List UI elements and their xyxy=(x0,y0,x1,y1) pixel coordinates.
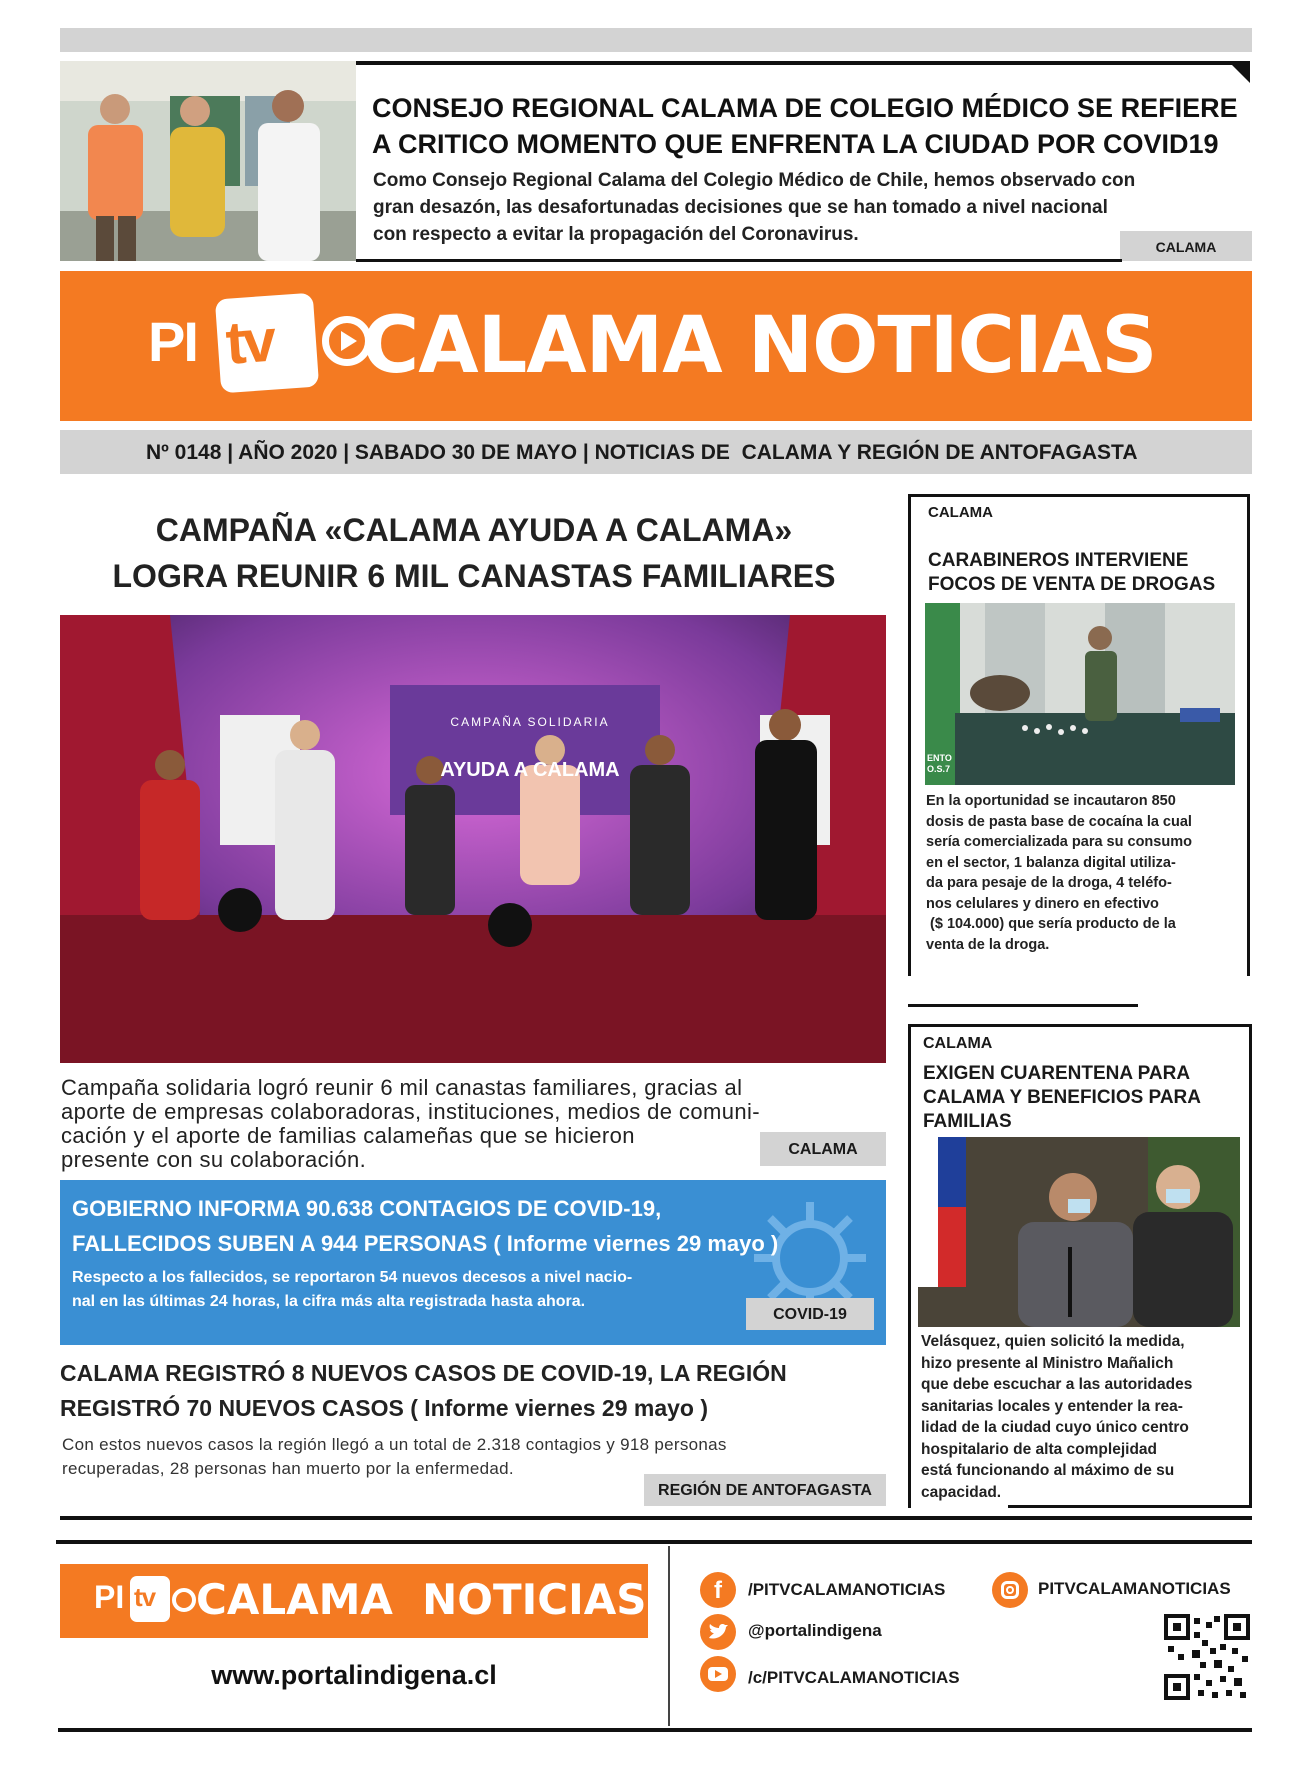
footer-title: CALAMA NOTICIAS xyxy=(196,1575,647,1624)
side-story-1-headline xyxy=(928,549,1248,597)
footer-rule-top-1 xyxy=(60,1516,1252,1520)
covid-body-line1: Respecto a los fallecidos, se reportaron 54 nuevos decesos a nivel nacio- xyxy=(72,1269,633,1286)
issue-line: Nº 0148 | AÑO 2020 | SABADO 30 DE MAYO | NOTICIAS DE CALAMA Y REGIÓN DE ANTOFAGASTA xyxy=(146,441,1138,464)
instagram-handle[interactable]: PITVCALAMANOTICIAS xyxy=(1038,1579,1231,1598)
side-story-2-body-line6: hospitalario de alta complejidad xyxy=(921,1440,1157,1458)
covid-headline-line2: FALLECIDOS SUBEN A 944 PERSONAS ( Informe viernes 29 mayo ) xyxy=(72,1231,779,1256)
side-story-2-headline-line3: FAMILIAS xyxy=(923,1111,1012,1132)
side-story-1-body-line5: da para pesaje de la droga, 4 teléfo- xyxy=(926,875,1172,891)
footer-logo-pi: PI xyxy=(94,1579,125,1615)
top-story-body-line1: Como Consejo Regional Calama del Colegio Médico de Chile, hemos observado con xyxy=(373,170,1136,191)
side-story-2[interactable] xyxy=(908,1024,1252,1508)
side-story-1[interactable] xyxy=(908,494,1250,976)
masthead-logo-tv-badge xyxy=(215,293,319,394)
youtube-handle[interactable]: /c/PITVCALAMANOTICIAS xyxy=(748,1668,960,1687)
masthead-banner xyxy=(60,271,1252,421)
side-story-2-body-line5: lidad de la ciudad cuyo único centro xyxy=(921,1419,1189,1436)
covid-tag[interactable]: COVID-19 xyxy=(746,1298,874,1330)
regional-story-headline-line2: REGISTRÓ 70 NUEVOS CASOS ( Informe viernes 29 mayo ) xyxy=(60,1395,709,1421)
regional-story-body-line1: Con estos nuevos casos la región llegó a un total de 2.318 contagios y 918 personas xyxy=(62,1435,727,1454)
side-story-2-body-line7: está funcionando al máximo de su xyxy=(921,1462,1175,1479)
side-story-1-body-line1: En la oportunidad se incautaron 850 xyxy=(926,793,1176,809)
top-story-headline-line2: A CRITICO MOMENTO QUE ENFRENTA LA CIUDAD POR COVID19 xyxy=(372,129,1219,159)
lead-story-headline[interactable] xyxy=(60,507,888,599)
side-story-2-body-line2: hizo presente al Ministro Mañalich xyxy=(921,1354,1174,1372)
side-story-1-photo xyxy=(925,603,1235,785)
top-story-headline[interactable] xyxy=(372,90,1252,162)
footer-website[interactable]: www.portalindigena.cl xyxy=(211,1660,497,1690)
covid-headline-line1: GOBIERNO INFORMA 90.638 CONTAGIOS DE COVID-19, xyxy=(72,1196,662,1221)
issue-bar xyxy=(60,430,1252,474)
top-story-corner xyxy=(1228,61,1250,83)
side-story-2-body xyxy=(921,1331,1251,1503)
side-story-2-body-line8: capacidad. xyxy=(921,1483,1002,1501)
footer-logo-banner[interactable] xyxy=(60,1564,648,1638)
lead-story-body-line1: Campaña solidaria logró reunir 6 mil canastas familiares, gracias al xyxy=(61,1075,743,1100)
lead-story-photo xyxy=(60,615,886,1063)
side-story-1-body-line7: ($ 104.000) que sería producto de la xyxy=(926,916,1176,932)
lead-story-headline-line1: CAMPAÑA «CALAMA AYUDA A CALAMA» xyxy=(155,512,793,548)
masthead-title: CALAMA NOTICIAS xyxy=(362,301,1157,391)
twitter-handle[interactable]: @portalindigena xyxy=(748,1621,882,1640)
masthead-logo-tv: tv xyxy=(223,306,276,377)
covid-body-line2: nal en las últimas 24 horas, la cifra más alta registrada hasta ahora. xyxy=(72,1293,586,1310)
stage-screen-text xyxy=(420,715,640,782)
top-story-headline-line1: CONSEJO REGIONAL CALAMA DE COLEGIO MÉDICO SE REFIERE xyxy=(372,93,1238,123)
footer-divider xyxy=(668,1546,670,1726)
side-story-1-body-line4: en el sector, 1 balanza digital utiliza- xyxy=(926,854,1176,871)
side-story-1-body-line2: dosis de pasta base de cocaína la cual xyxy=(926,813,1192,830)
side-story-2-body-line3: que debe escuchar a las autoridades xyxy=(921,1376,1193,1393)
side-story-2-headline-line1: EXIGEN CUARENTENA PARA xyxy=(923,1063,1191,1084)
regional-story-headline[interactable] xyxy=(60,1356,890,1426)
covid-headline xyxy=(72,1191,872,1261)
twitter-icon[interactable] xyxy=(700,1614,736,1650)
top-story-tag[interactable]: CALAMA xyxy=(1120,231,1252,261)
side-story-1-bottom-rule xyxy=(908,1004,1138,1007)
side-story-1-body-line6: nos celulares y dinero en efectivo xyxy=(926,895,1159,912)
side-story-1-body-line3: sería comercializada para su consumo xyxy=(926,834,1192,850)
side-story-2-headline-line2: CALAMA Y BENEFICIOS PARA xyxy=(923,1087,1201,1108)
side-story-2-body-line1: Velásquez, quien solicitó la medida, xyxy=(921,1333,1185,1350)
covid-box[interactable] xyxy=(60,1180,886,1345)
lead-story-tag[interactable]: CALAMA xyxy=(760,1132,886,1166)
side-story-1-body-line8: venta de la droga. xyxy=(926,936,1050,953)
footer-play-icon xyxy=(172,1588,196,1612)
instagram-icon[interactable] xyxy=(992,1572,1028,1608)
qr-code-icon[interactable] xyxy=(1164,1614,1250,1700)
side-story-2-tag: CALAMA xyxy=(923,1035,993,1052)
facebook-handle[interactable]: /PITVCALAMANOTICIAS xyxy=(748,1580,946,1599)
regional-story-tag[interactable]: REGIÓN DE ANTOFAGASTA xyxy=(644,1474,886,1506)
masthead-logo-pi: PI xyxy=(148,310,197,373)
top-story-body-line2: gran desazón, las desafortunadas decisiones que se han tomado a nivel nacional xyxy=(373,197,1108,218)
top-story-photo xyxy=(60,61,356,261)
top-story-bottom-rule xyxy=(356,259,1122,262)
footer-rule-top-2 xyxy=(56,1540,1252,1544)
stage-screen-line1: CAMPAÑA SOLIDARIA xyxy=(450,715,610,729)
side-story-2-photo xyxy=(918,1137,1240,1327)
lead-story-body-line3: cación y el aporte de familias calameñas que se hicieron xyxy=(61,1123,635,1148)
lead-story-body-line4: presente con su colaboración. xyxy=(61,1147,367,1172)
side-story-1-headline-line2: FOCOS DE VENTA DE DROGAS xyxy=(928,574,1216,595)
side-story-1-body xyxy=(926,791,1248,955)
youtube-icon[interactable] xyxy=(700,1656,736,1692)
footer-rule-bottom xyxy=(58,1728,1252,1732)
lead-story-body-line2: aporte de empresas colaboradoras, instituciones, medios de comuni- xyxy=(61,1099,760,1124)
side-story-2-bottom-rule xyxy=(1008,1505,1252,1508)
side-story-2-body-line4: sanitarias locales y entender la rea- xyxy=(921,1397,1183,1415)
side-story-2-headline xyxy=(923,1062,1249,1134)
regional-story-body-line2: recuperadas, 28 personas han muerto por la enfermedad. xyxy=(62,1459,514,1478)
side-story-1-tag: CALAMA xyxy=(928,504,993,521)
lead-story-headline-line2: LOGRA REUNIR 6 MIL CANASTAS FAMILIARES xyxy=(112,558,836,594)
top-strip xyxy=(60,28,1252,52)
stage-screen-line2: AYUDA A CALAMA xyxy=(440,759,620,781)
side-story-1-headline-line1: CARABINEROS INTERVIENE xyxy=(928,550,1189,571)
facebook-icon[interactable]: f xyxy=(700,1572,736,1608)
footer-logo-tv: tv xyxy=(134,1582,156,1612)
side-story-1-photo-sign: ENTO O.S.7 xyxy=(927,753,952,774)
top-story-body-line3: con respecto a evitar la propagación del Coronavirus. xyxy=(373,224,859,245)
footer-logo-tv-badge xyxy=(130,1576,170,1622)
regional-story-headline-line1: CALAMA REGISTRÓ 8 NUEVOS CASOS DE COVID-19, LA REGIÓN xyxy=(60,1360,787,1386)
